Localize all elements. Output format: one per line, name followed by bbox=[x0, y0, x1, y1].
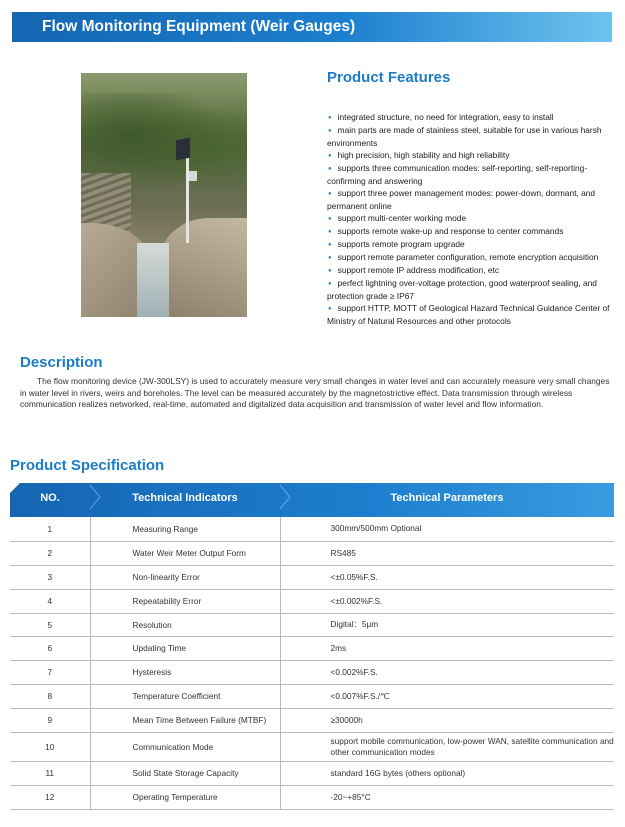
row-no: 12 bbox=[10, 785, 90, 809]
row-parameter: <±0.002%F.S. bbox=[280, 589, 614, 613]
page-title: Flow Monitoring Equipment (Weir Gauges) bbox=[12, 12, 612, 42]
table-row bbox=[10, 636, 614, 660]
feature-item: ● support remote IP address modification, etc bbox=[327, 264, 617, 277]
header-no: NO. bbox=[40, 492, 60, 504]
row-parameter: 300mm/500mm Optional bbox=[280, 517, 614, 541]
row-indicator: Repeatability Error bbox=[90, 589, 280, 613]
row-no: 4 bbox=[10, 589, 90, 613]
features-list bbox=[327, 111, 617, 327]
row-no: 3 bbox=[10, 565, 90, 589]
row-parameter: <0.007%F.S./℃ bbox=[280, 684, 614, 708]
row-no: 5 bbox=[10, 613, 90, 636]
spec-table bbox=[10, 517, 614, 810]
features-heading: Product Features bbox=[327, 69, 451, 86]
row-indicator: Mean Time Between Failure (MTBF) bbox=[90, 708, 280, 732]
row-indicator: Temperature Coefficient bbox=[90, 684, 280, 708]
row-indicator: Water Weir Meter Output Form bbox=[90, 541, 280, 565]
feature-item: ● integrated structure, no need for integration, easy to install bbox=[327, 111, 617, 124]
row-parameter: support mobile communication, low-power WAN, satellite communication and other communication modes bbox=[280, 732, 614, 761]
row-indicator: Resolution bbox=[90, 613, 280, 636]
row-parameter: <0.002%F.S. bbox=[280, 660, 614, 684]
feature-item: ● support HTTP, MOTT of Geological Hazard Technical Guidance Center of Ministry of Natural Resources and other protocols bbox=[327, 302, 617, 327]
feature-item: ● supports remote program upgrade bbox=[327, 238, 617, 251]
row-no: 6 bbox=[10, 636, 90, 660]
spec-table-header bbox=[10, 483, 614, 517]
row-parameter: <±0.05%F.S. bbox=[280, 565, 614, 589]
table-row bbox=[10, 565, 614, 589]
row-no: 7 bbox=[10, 660, 90, 684]
row-indicator: Hysteresis bbox=[90, 660, 280, 684]
product-photo bbox=[81, 73, 247, 317]
header-indicators: Technical Indicators bbox=[132, 492, 238, 504]
feature-item: ● main parts are made of stainless steel, suitable for use in various harsh environments bbox=[327, 124, 617, 149]
row-indicator: Communication Mode bbox=[90, 732, 280, 761]
row-parameter: RS485 bbox=[280, 541, 614, 565]
row-parameter: Digital：5μm bbox=[280, 613, 614, 636]
row-no: 10 bbox=[10, 732, 90, 761]
table-row bbox=[10, 761, 614, 785]
row-indicator: Measuring Range bbox=[90, 517, 280, 541]
row-no: 2 bbox=[10, 541, 90, 565]
feature-item: ● supports remote wake-up and response to center commands bbox=[327, 225, 617, 238]
table-row bbox=[10, 684, 614, 708]
description-heading: Description bbox=[20, 354, 103, 371]
feature-item: ● perfect lightning over-voltage protection, good waterproof sealing, and protection grade ≥ IP67 bbox=[327, 277, 617, 302]
feature-item: ● support three power management modes: power-down, dormant, and permanent online bbox=[327, 187, 617, 212]
row-parameter: ≥30000h bbox=[280, 708, 614, 732]
feature-item: ● support remote parameter configuration, remote encryption acquisition bbox=[327, 251, 617, 264]
row-parameter: standard 16G bytes (others optional) bbox=[280, 761, 614, 785]
table-row bbox=[10, 660, 614, 684]
feature-item: ● support multi-center working mode bbox=[327, 212, 617, 225]
table-row bbox=[10, 732, 614, 761]
row-no: 11 bbox=[10, 761, 90, 785]
header-parameters: Technical Parameters bbox=[390, 492, 504, 504]
description-text: The flow monitoring device (JW-300LSY) is used to accurately measure very small changes in water level and can accurately measure very small changes in water level in rivers, weirs and boreholes. The level can be measured accurately by the magnetostrictive effect. Data transmission through wireless communication realizes networked, real-time, automated and digitalized data acquisition and transmission of water level and flow information. bbox=[20, 376, 610, 410]
row-parameter: 2ms bbox=[280, 636, 614, 660]
row-indicator: Updating Time bbox=[90, 636, 280, 660]
table-row bbox=[10, 785, 614, 809]
row-indicator: Non-linearity Error bbox=[90, 565, 280, 589]
row-no: 1 bbox=[10, 517, 90, 541]
row-indicator: Solid State Storage Capacity bbox=[90, 761, 280, 785]
feature-item: ● high precision, high stability and high reliability bbox=[327, 149, 617, 162]
table-row bbox=[10, 589, 614, 613]
table-row bbox=[10, 613, 614, 636]
row-parameter: -20~+85°C bbox=[280, 785, 614, 809]
spec-heading: Product Specification bbox=[10, 457, 165, 474]
row-indicator: Operating Temperature bbox=[90, 785, 280, 809]
table-row bbox=[10, 517, 614, 541]
table-row bbox=[10, 708, 614, 732]
row-no: 8 bbox=[10, 684, 90, 708]
row-no: 9 bbox=[10, 708, 90, 732]
table-row bbox=[10, 541, 614, 565]
feature-item: ● supports three communication modes: self-reporting, self-reporting-confirming and answering bbox=[327, 162, 617, 187]
